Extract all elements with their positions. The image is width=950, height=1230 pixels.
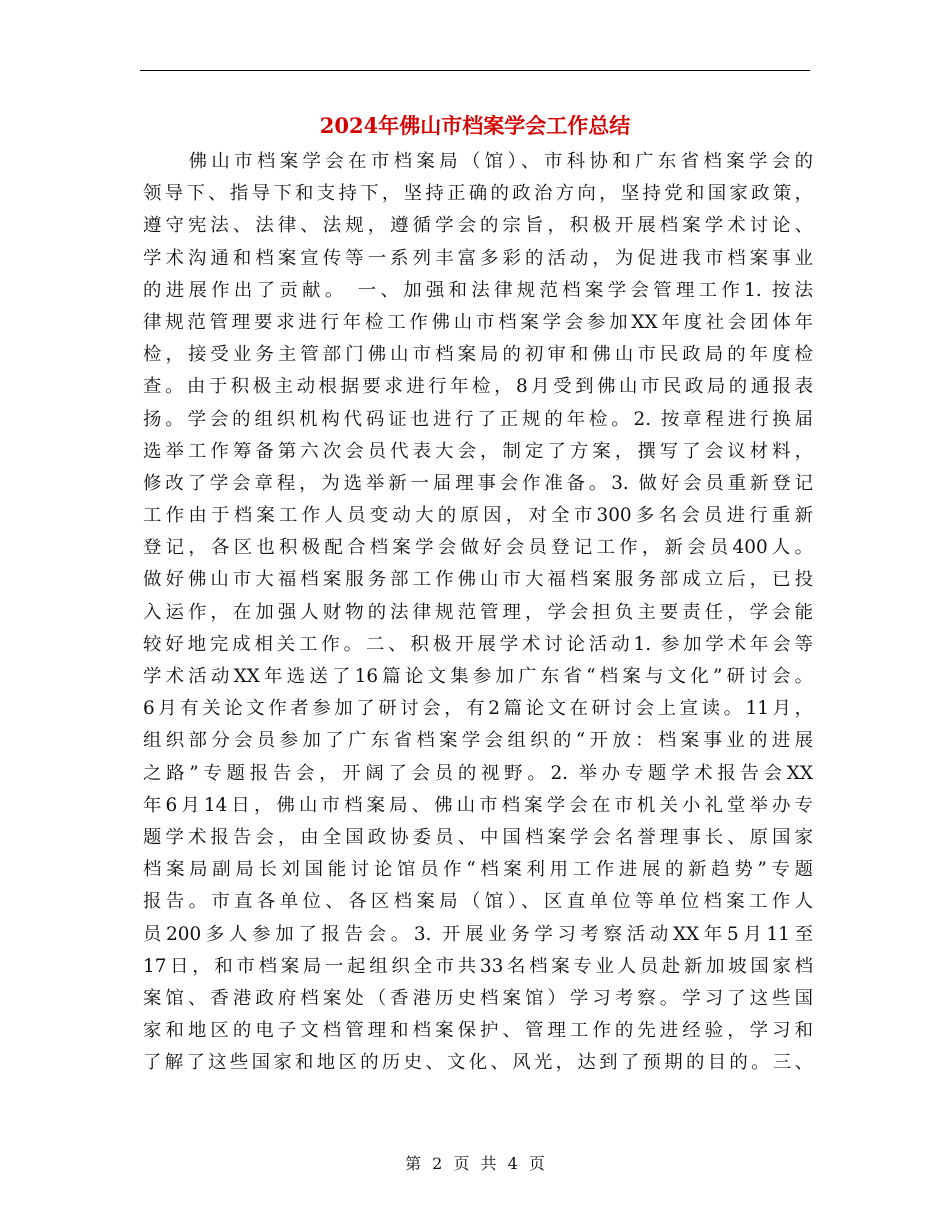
body-line: 扬。学会的组织机构代码证也进行了正规的年检。2. 按章程进行换届 — [143, 408, 813, 430]
document-title: 2024年佛山市档案学会工作总结 — [319, 113, 631, 138]
body-line: 较好地完成相关工作。二、积极开展学术讨论活动1. 参加学术年会等 — [143, 633, 813, 655]
body-line: 之路”专题报告会，开阔了会员的视野。2. 举办专题学术报告会XX — [143, 762, 813, 784]
body-line: 佛山市档案学会在市档案局（馆）、市科协和广东省档案学会的 — [143, 151, 813, 172]
body-line: 学术活动XX年选送了16篇论文集参加广东省“档案与文化”研讨会。 — [143, 666, 813, 687]
body-line: 选举工作筹备第六次会员代表大会，制定了方案，撰写了会议材料， — [143, 440, 813, 462]
body-line: 案馆、香港政府档案处（香港历史档案馆）学习考察。学习了这些国 — [143, 987, 813, 1009]
body-line: 了解了这些国家和地区的历史、文化、风光，达到了预期的目的。三、 — [143, 1052, 813, 1074]
body-line: 入运作，在加强人财物的法律规范管理，学会担负主要责任，学会能 — [143, 601, 813, 623]
body-line: 律规范管理要求进行年检工作佛山市档案学会参加XX年度社会团体年 — [143, 311, 813, 333]
body-line: 学术沟通和档案宣传等一系列丰富多彩的活动，为促进我市档案事业 — [143, 247, 813, 269]
body-line: 报告。市直各单位、各区档案局（馆）、区直单位等单位档案工作人 — [143, 891, 813, 913]
body-line: 组织部分会员参加了广东省档案学会组织的“开放：档案事业的进展 — [143, 730, 813, 752]
body-line: 17日，和市档案局一起组织全市共33名档案专业人员赴新加坡国家档 — [143, 955, 813, 977]
body-line: 员200多人参加了报告会。3. 开展业务学习考察活动XX年5月11至 — [143, 923, 813, 945]
body-line: 年6月14日，佛山市档案局、佛山市档案学会在市机关小礼堂举办专 — [143, 794, 813, 816]
body-line: 查。由于积极主动根据要求进行年检，8月受到佛山市民政局的通报表 — [143, 376, 813, 398]
body-line: 家和地区的电子文档管理和档案保护、管理工作的先进经验，学习和 — [143, 1020, 813, 1042]
body-line: 修改了学会章程，为选举新一届理事会作准备。3. 做好会员重新登记 — [143, 472, 813, 494]
body-line: 检，接受业务主管部门佛山市档案局的初审和佛山市民政局的年度检 — [143, 344, 813, 366]
header-rule — [140, 70, 810, 71]
body-line: 题学术报告会，由全国政协委员、中国档案学会名誉理事长、原国家 — [143, 826, 813, 848]
page-footer: 第 2 页 共 4 页 — [405, 1154, 545, 1173]
body-line: 的进展作出了贡献。 一、加强和法律规范档案学会管理工作1. 按法 — [143, 279, 813, 301]
body-line: 6月有关论文作者参加了研讨会，有2篇论文在研讨会上宣读。11月， — [143, 698, 813, 720]
body-line: 领导下、指导下和支持下，坚持正确的政治方向，坚持党和国家政策， — [143, 183, 813, 205]
body-line: 做好佛山市大福档案服务部工作佛山市大福档案服务部成立后，已投 — [143, 569, 813, 591]
body-line: 档案局副局长刘国能讨论馆员作“档案利用工作进展的新趋势”专题 — [143, 859, 813, 881]
body-line: 登记，各区也积极配合档案学会做好会员登记工作，新会员400人。 — [143, 537, 813, 559]
body-line: 工作由于档案工作人员变动大的原因，对全市300多名会员进行重新 — [143, 505, 813, 527]
document-body — [143, 146, 813, 1079]
body-line: 遵守宪法、法律、法规，遵循学会的宗旨，积极开展档案学术讨论、 — [143, 215, 813, 237]
